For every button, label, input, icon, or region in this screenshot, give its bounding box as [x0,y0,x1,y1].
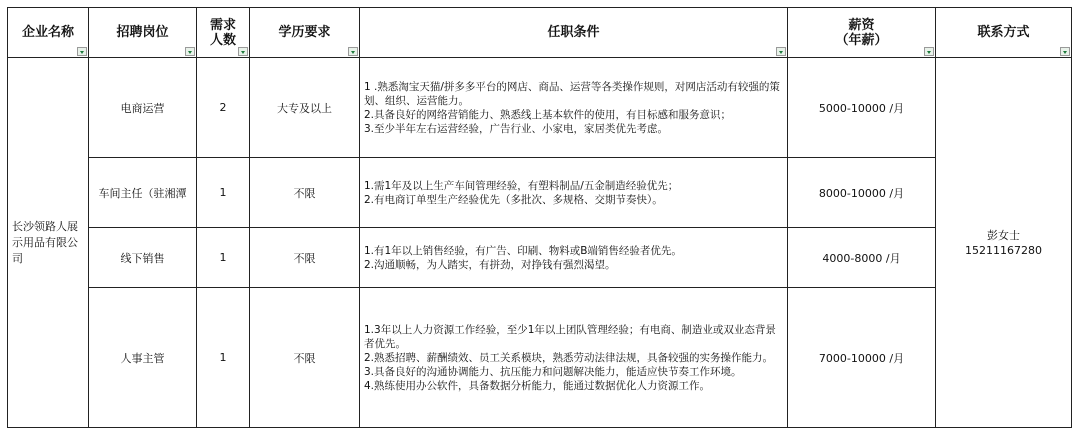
position-cell: 人事主管 [89,288,197,428]
filter-dropdown-icon[interactable] [924,47,934,56]
headcount-cell: 1 [197,228,250,288]
requirements-cell [360,228,788,288]
header-company: 企业名称 [8,8,89,58]
education-cell: 不限 [250,228,360,288]
requirement-line: 2.有电商订单型生产经验优先（多批次、多规格、交期节奏快）。 [364,193,663,206]
requirement-line: 2.沟通顺畅，为人踏实，有拼劲，对挣钱有强烈渴望。 [364,258,616,271]
salary-cell: 4000-8000 /月 [788,228,936,288]
contact-phone: 15211167280 [965,243,1042,257]
contact-cell [936,58,1072,428]
education-cell: 大专及以上 [250,58,360,158]
requirements-cell [360,158,788,228]
filter-dropdown-icon[interactable] [348,47,358,56]
requirement-line: 1.3年以上人力资源工作经验，至少1年以上团队管理经验；有电商、制造业或双业态背景者优先。 [364,323,776,350]
header-row [8,8,1072,58]
table-row [8,158,1072,228]
salary-cell: 7000-10000 /月 [788,288,936,428]
table-row [8,288,1072,428]
requirements-cell [360,58,788,158]
requirement-line: 1.有1年以上销售经验，有广告、印刷、物料或B端销售经验者优先。 [364,244,682,257]
headcount-cell: 2 [197,58,250,158]
position-cell: 电商运营 [89,58,197,158]
company-name: 长沙领路人展示用品有限公司 [8,58,89,428]
header-position: 招聘岗位 [89,8,197,58]
filter-dropdown-icon[interactable] [77,47,87,56]
position-cell: 线下销售 [89,228,197,288]
headcount-cell: 1 [197,158,250,228]
requirements-cell [360,288,788,428]
header-headcount: 需求 人数 [197,8,250,58]
filter-dropdown-icon[interactable] [185,47,195,56]
filter-dropdown-icon[interactable] [776,47,786,56]
requirement-line: 1 .熟悉淘宝天猫/拼多多平台的网店、商品、运营等各类操作规则，对网店活动有较强的策划、组织、运营能力。 [364,80,780,107]
requirement-line: 2.具备良好的网络营销能力、熟悉线上基本软件的使用，有目标感和服务意识； [364,108,732,121]
header-education: 学历要求 [250,8,360,58]
requirement-line: 3.至少半年左右运营经验，广告行业、小家电，家居类优先考虑。 [364,122,669,135]
table-row [8,58,1072,158]
filter-dropdown-icon[interactable] [1060,47,1070,56]
header-contact: 联系方式 [936,8,1072,58]
position-cell: 车间主任（驻湘潭 [89,158,197,228]
headcount-cell: 1 [197,288,250,428]
education-cell: 不限 [250,158,360,228]
header-salary: 薪资 （年薪） [788,8,936,58]
requirement-line: 1.需1年及以上生产车间管理经验，有塑料制品/五金制造经验优先； [364,179,679,192]
salary-cell: 5000-10000 /月 [788,58,936,158]
filter-dropdown-icon[interactable] [238,47,248,56]
recruitment-table [7,7,1072,428]
contact-name: 彭女士 [987,228,1020,242]
education-cell: 不限 [250,288,360,428]
header-requirements: 任职条件 [360,8,788,58]
salary-cell: 8000-10000 /月 [788,158,936,228]
requirement-line: 2.熟悉招聘、薪酬绩效、员工关系模块，熟悉劳动法律法规，具备较强的实务操作能力。 [364,351,774,364]
requirement-line: 4.熟练使用办公软件，具备数据分析能力，能通过数据优化人力资源工作。 [364,379,711,392]
table-row [8,228,1072,288]
requirement-line: 3.具备良好的沟通协调能力、抗压能力和问题解决能力，能适应快节奏工作环境。 [364,365,742,378]
